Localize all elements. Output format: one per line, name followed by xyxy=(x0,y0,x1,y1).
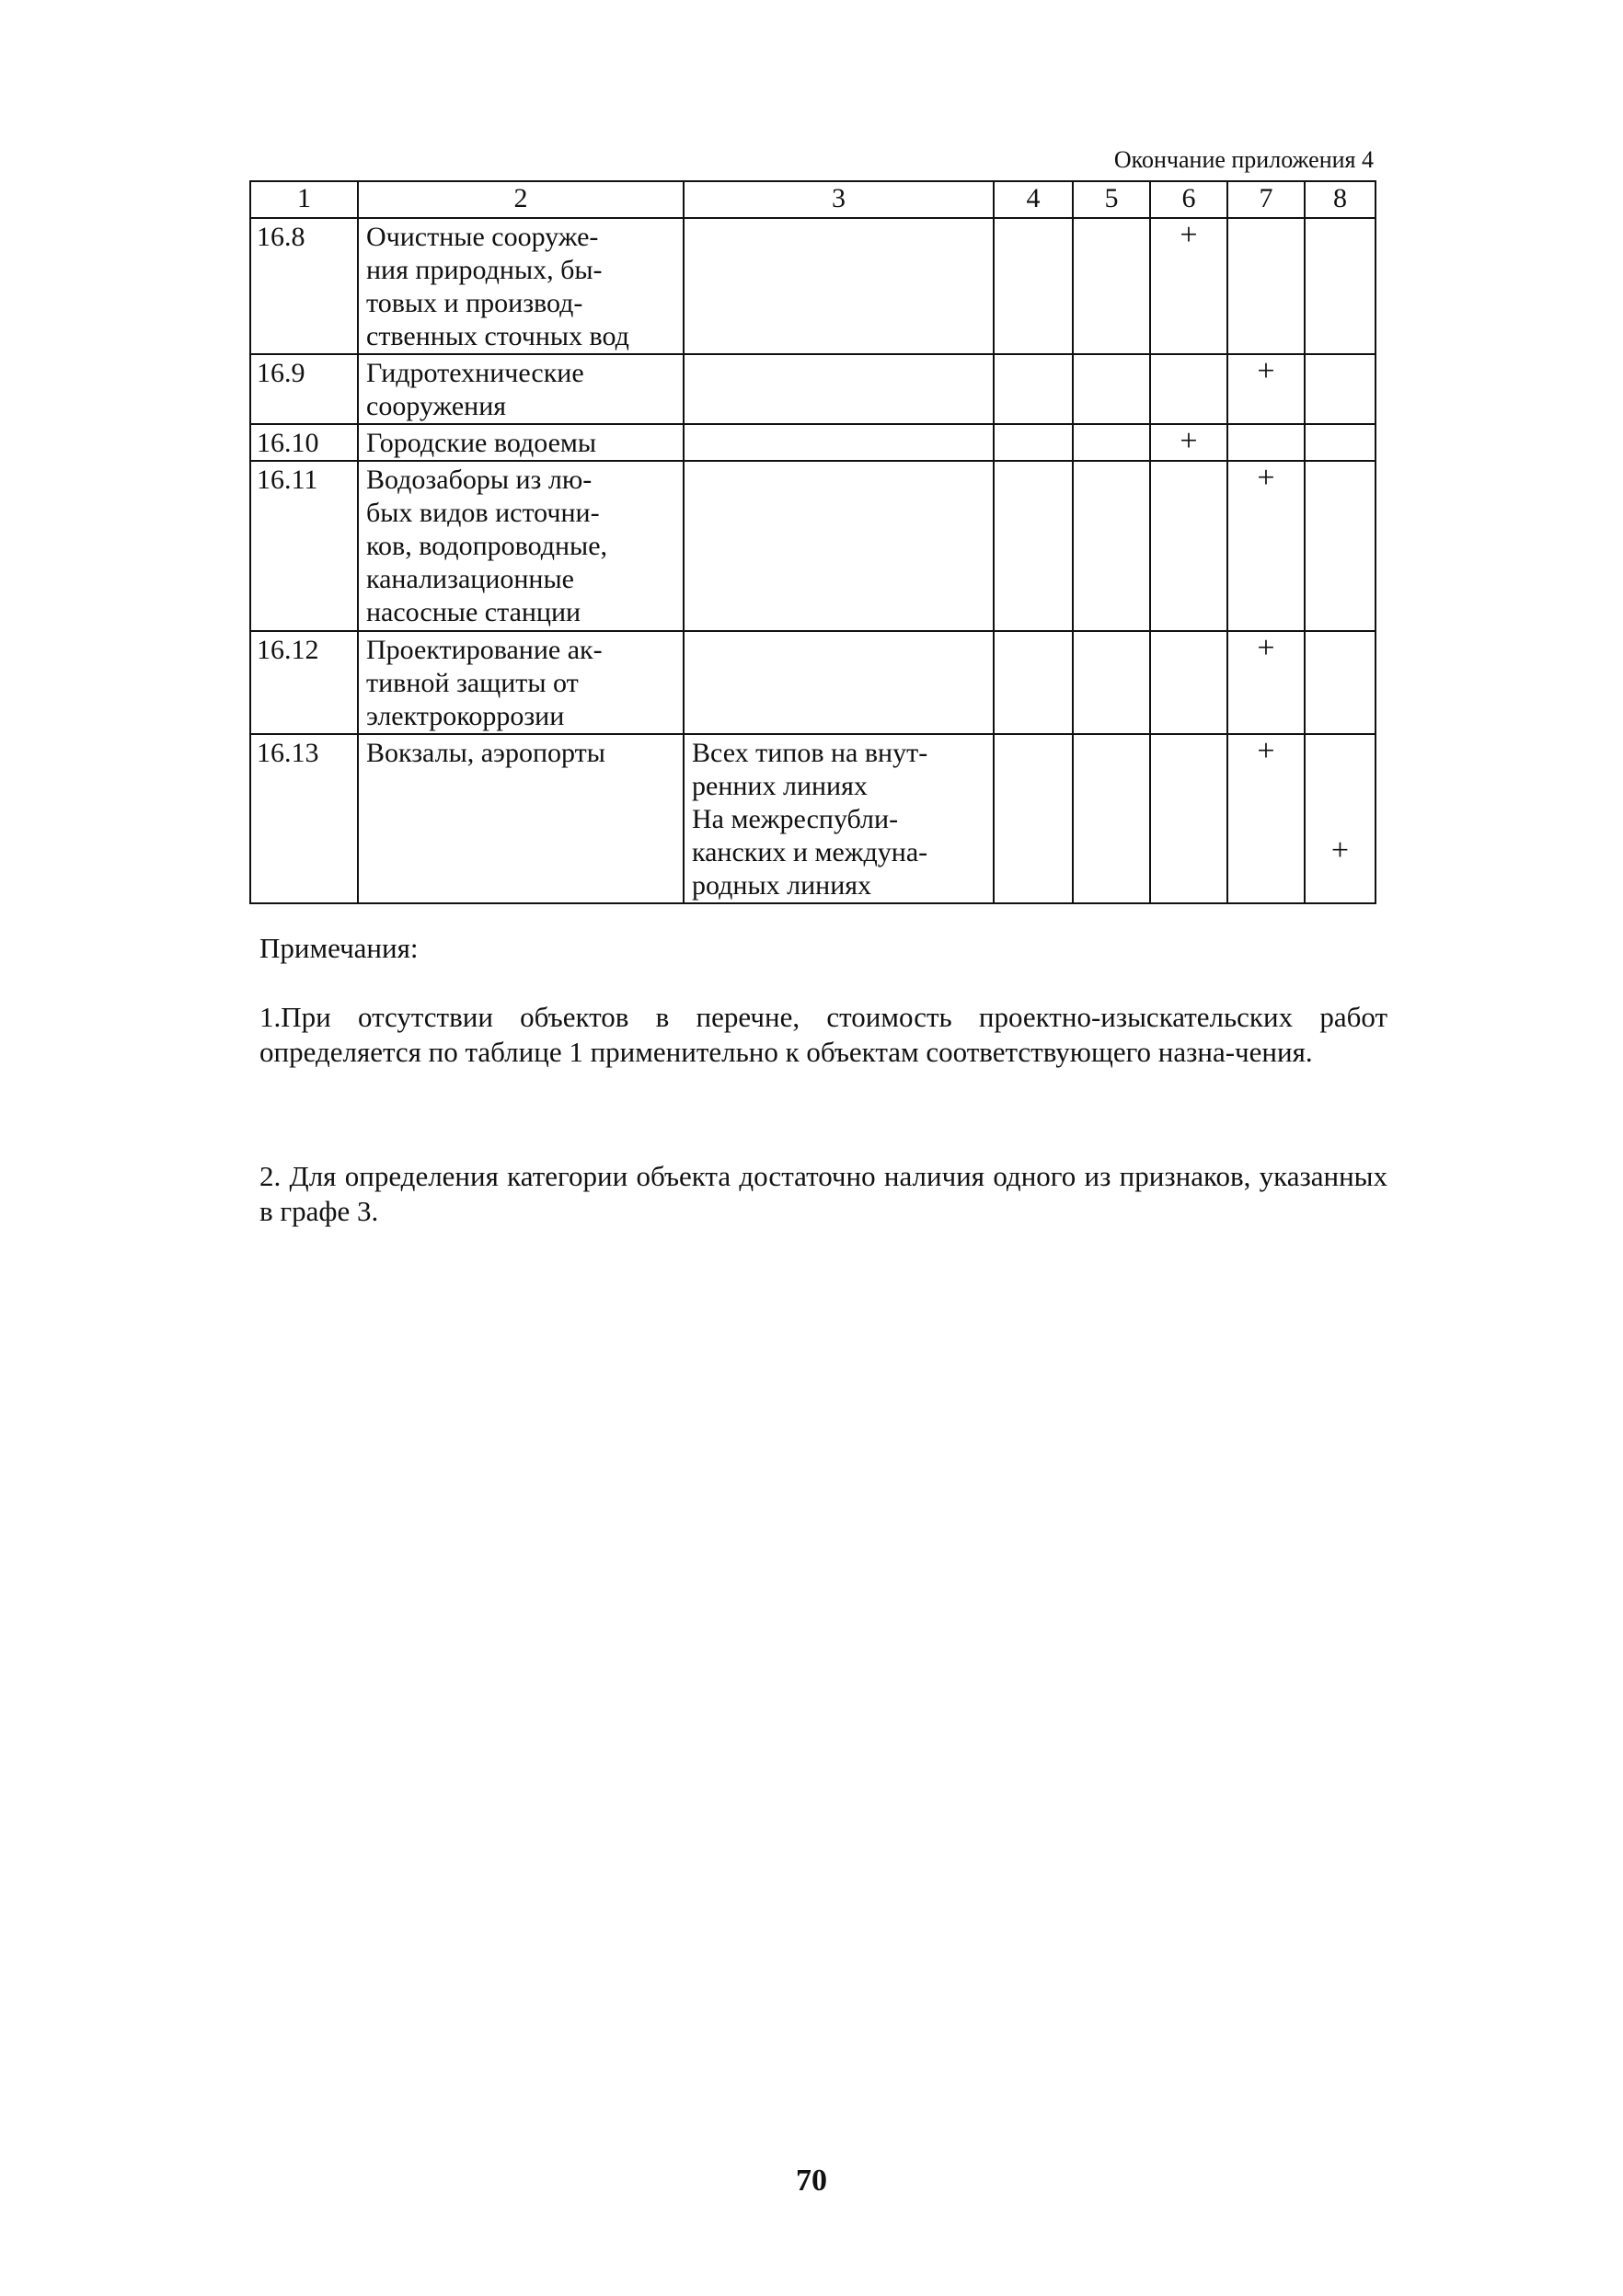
category-criteria xyxy=(684,218,994,354)
category-mark-4 xyxy=(994,461,1073,631)
table-row xyxy=(250,354,1376,424)
object-name: Проектирование ак- тивной защиты от электрокоррозии xyxy=(358,631,684,734)
category-criteria xyxy=(684,354,994,424)
category-mark-7: + xyxy=(1227,734,1305,903)
row-number: 16.10 xyxy=(250,424,358,461)
column-header: 2 xyxy=(358,181,684,218)
table-body xyxy=(250,218,1376,903)
column-header: 3 xyxy=(684,181,994,218)
column-header: 6 xyxy=(1150,181,1227,218)
column-header: 7 xyxy=(1227,181,1305,218)
object-name: Городские водоемы xyxy=(358,424,684,461)
object-name: Водозаборы из лю- бых видов источни- ков, водопроводные, канализационные насосные станции xyxy=(358,461,684,631)
column-header: 5 xyxy=(1073,181,1150,218)
category-criteria xyxy=(684,461,994,631)
category-mark-4 xyxy=(994,424,1073,461)
note-2: 2. Для определения категории объекта достаточно наличия одного из признаков, указанных в графе 3. xyxy=(259,1160,1387,1227)
note-1: 1.При отсутствии объектов в перечне, стоимость проектно-изыскательских работ определяется по таблице 1 применительно к объектам соответствующего назна-чения. xyxy=(259,1001,1387,1068)
category-mark-7: + xyxy=(1227,354,1305,424)
category-mark-6 xyxy=(1150,631,1227,734)
category-mark-7: + xyxy=(1227,461,1305,631)
table-row xyxy=(250,424,1376,461)
category-mark-4 xyxy=(994,734,1073,903)
category-mark-5 xyxy=(1073,424,1150,461)
object-name: Очистные сооруже- ния природных, бы- товых и производ- ственных сточных вод xyxy=(358,218,684,354)
row-number: 16.8 xyxy=(250,218,358,354)
column-header: 1 xyxy=(250,181,358,218)
table-row xyxy=(250,734,1376,903)
table-row xyxy=(250,218,1376,354)
category-mark-7: + xyxy=(1227,631,1305,734)
category-mark-6: + xyxy=(1150,424,1227,461)
category-mark-4 xyxy=(994,354,1073,424)
category-mark-8 xyxy=(1305,354,1376,424)
table-row xyxy=(250,461,1376,631)
category-mark-6: + xyxy=(1150,218,1227,354)
object-name: Вокзалы, аэропорты xyxy=(358,734,684,903)
appendix-table xyxy=(249,180,1376,904)
category-mark-5 xyxy=(1073,734,1150,903)
object-name: Гидротехнические сооружения xyxy=(358,354,684,424)
table-caption: Окончание приложения 4 xyxy=(1113,146,1374,173)
category-mark-8 xyxy=(1305,424,1376,461)
page-number: 70 xyxy=(796,2164,827,2198)
category-mark-5 xyxy=(1073,218,1150,354)
row-number: 16.13 xyxy=(250,734,358,903)
column-header: 8 xyxy=(1305,181,1376,218)
row-number: 16.11 xyxy=(250,461,358,631)
category-criteria xyxy=(684,424,994,461)
category-mark-8: + xyxy=(1305,734,1376,903)
table-row xyxy=(250,631,1376,734)
category-mark-6 xyxy=(1150,734,1227,903)
category-mark-5 xyxy=(1073,631,1150,734)
row-number: 16.12 xyxy=(250,631,358,734)
row-number: 16.9 xyxy=(250,354,358,424)
category-criteria xyxy=(684,631,994,734)
notes-title: Примечания: xyxy=(259,932,419,964)
category-mark-4 xyxy=(994,218,1073,354)
category-mark-4 xyxy=(994,631,1073,734)
category-mark-5 xyxy=(1073,461,1150,631)
category-criteria: Всех типов на внут- ренних линиях На межреспубли- канских и междуна- родных линиях xyxy=(684,734,994,903)
category-mark-8 xyxy=(1305,461,1376,631)
header-row xyxy=(250,181,1376,218)
category-mark-6 xyxy=(1150,354,1227,424)
category-mark-7 xyxy=(1227,218,1305,354)
category-mark-5 xyxy=(1073,354,1150,424)
column-header: 4 xyxy=(994,181,1073,218)
category-mark-7 xyxy=(1227,424,1305,461)
category-mark-8 xyxy=(1305,631,1376,734)
category-mark-6 xyxy=(1150,461,1227,631)
category-mark-8 xyxy=(1305,218,1376,354)
